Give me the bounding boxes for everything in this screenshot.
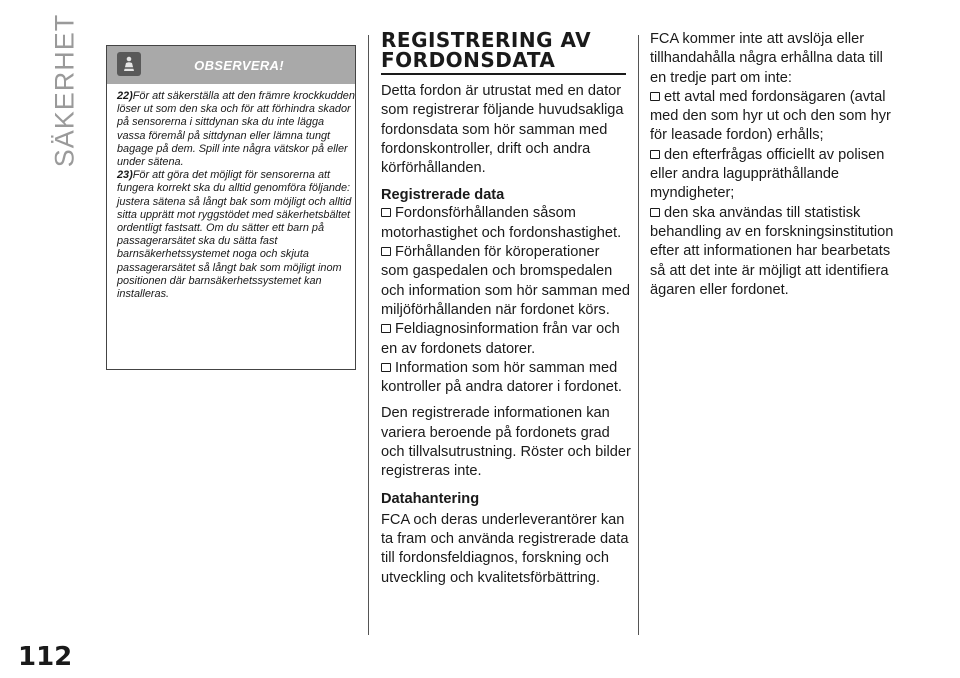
disclosure-intro: FCA kommer inte att avslöja eller tillhandahålla några erhållna data till en tredje part om inte: bbox=[650, 31, 883, 86]
variation-paragraph: Den registrerade informationen kan variera beroende på fordonets grad och tillvalsutrustning. Röster och bilder registreras inte. bbox=[381, 405, 631, 480]
column-divider bbox=[368, 35, 369, 635]
list-item bbox=[650, 204, 900, 300]
warning-person-icon bbox=[117, 52, 141, 76]
list-item bbox=[381, 243, 631, 320]
column-divider bbox=[638, 35, 639, 635]
note-title: OBSERVERA! bbox=[194, 57, 284, 73]
list-item-text: Feldiagnosinformation från var och en av fordonets datorer. bbox=[381, 321, 620, 357]
heading-underline bbox=[381, 73, 626, 75]
note-item-text: För att säkerställa att den främre krockkudden löser ut som den ska och för att förhindra skador på sensorerna i sittdynan ska du inte lägga vassa föremål på sittdynan eller lämna tungt bagage på dem. Spill inte några vätskor på eller under sätena. bbox=[117, 90, 355, 169]
checkbox-bullet-icon bbox=[381, 208, 391, 217]
note-header bbox=[107, 46, 355, 84]
list-item-text: Information som hör samman med kontroller på andra datorer i fordonet. bbox=[381, 359, 622, 396]
checkbox-bullet-icon bbox=[381, 363, 391, 372]
data-handling-paragraph: FCA och deras underleverantörer kan ta fram och använda registrerade data till fordonsfeldiagnos, forskning och utveckling och kvalitetsförbättring. bbox=[381, 511, 629, 586]
page-heading bbox=[381, 30, 631, 70]
list-item-text: den efterfrågas officiellt av polisen eller andra laguppräthållande myndigheter; bbox=[650, 146, 885, 202]
list-item-text: ett avtal med fordonsägaren (avtal med den som hyr ut och den som hyr för leasade fordon) erhålls; bbox=[650, 88, 891, 144]
list-item bbox=[381, 320, 631, 359]
recorded-data-title: Registrerade data bbox=[381, 187, 505, 204]
list-item bbox=[381, 204, 631, 243]
warning-note-box bbox=[106, 45, 356, 370]
right-column bbox=[650, 30, 900, 300]
note-item bbox=[117, 90, 355, 169]
section-tab-label: SÄKERHET bbox=[49, 13, 80, 167]
heading-line-2: FORDONSDATA bbox=[381, 48, 556, 72]
main-column bbox=[381, 30, 631, 588]
checkbox-bullet-icon bbox=[650, 208, 660, 217]
list-item bbox=[650, 88, 900, 146]
note-item-number: 22) bbox=[117, 90, 133, 102]
list-item-text: den ska användas till statistisk behandling av en forskningsinstitution efter att informationen har bearbetats så att det inte är möjligt att identifiera ägaren eller fordonet. bbox=[650, 204, 894, 298]
note-item bbox=[117, 169, 355, 301]
note-item-text: För att göra det möjligt för sensorerna att fungera korrekt ska du alltid genomföra följande: justera sätena så långt bak som möjligt och alltid sitta upprätt mot ryggstödet med säkerhetsbältet ordentligt fastsatt. Om du sätter ett barn på passagerarsätet ska du sätta fast barnsäkerhetssystemet noga och skjuta passagerarsätet så långt bak som möjligt inom positionen där barnsäkerhetssystemet kan installeras. bbox=[117, 169, 352, 301]
intro-paragraph: Detta fordon är utrustat med en dator som registrerar följande huvudsakliga fordonsdata som hör samman med fordonskontroller, drift och andra körförhållanden. bbox=[381, 83, 624, 177]
list-item bbox=[381, 359, 631, 398]
data-handling-title: Datahantering bbox=[381, 490, 480, 507]
page-number: 112 bbox=[18, 642, 73, 672]
note-body bbox=[107, 84, 355, 301]
list-item-text: Förhållanden för köroperationer som gaspedalen och bromspedalen och information som hör samman med miljöförhållanden när fordonet körs. bbox=[381, 244, 631, 318]
note-item-number: 23) bbox=[117, 169, 133, 182]
heading-line-1: REGISTRERING AV bbox=[381, 28, 592, 52]
checkbox-bullet-icon bbox=[381, 324, 391, 333]
checkbox-bullet-icon bbox=[381, 247, 391, 256]
checkbox-bullet-icon bbox=[650, 92, 660, 101]
checkbox-bullet-icon bbox=[650, 150, 660, 159]
list-item bbox=[650, 146, 900, 204]
section-tab bbox=[49, 13, 80, 167]
list-item-text: Fordonsförhållanden såsom motorhastighet och fordonshastighet. bbox=[381, 205, 622, 241]
